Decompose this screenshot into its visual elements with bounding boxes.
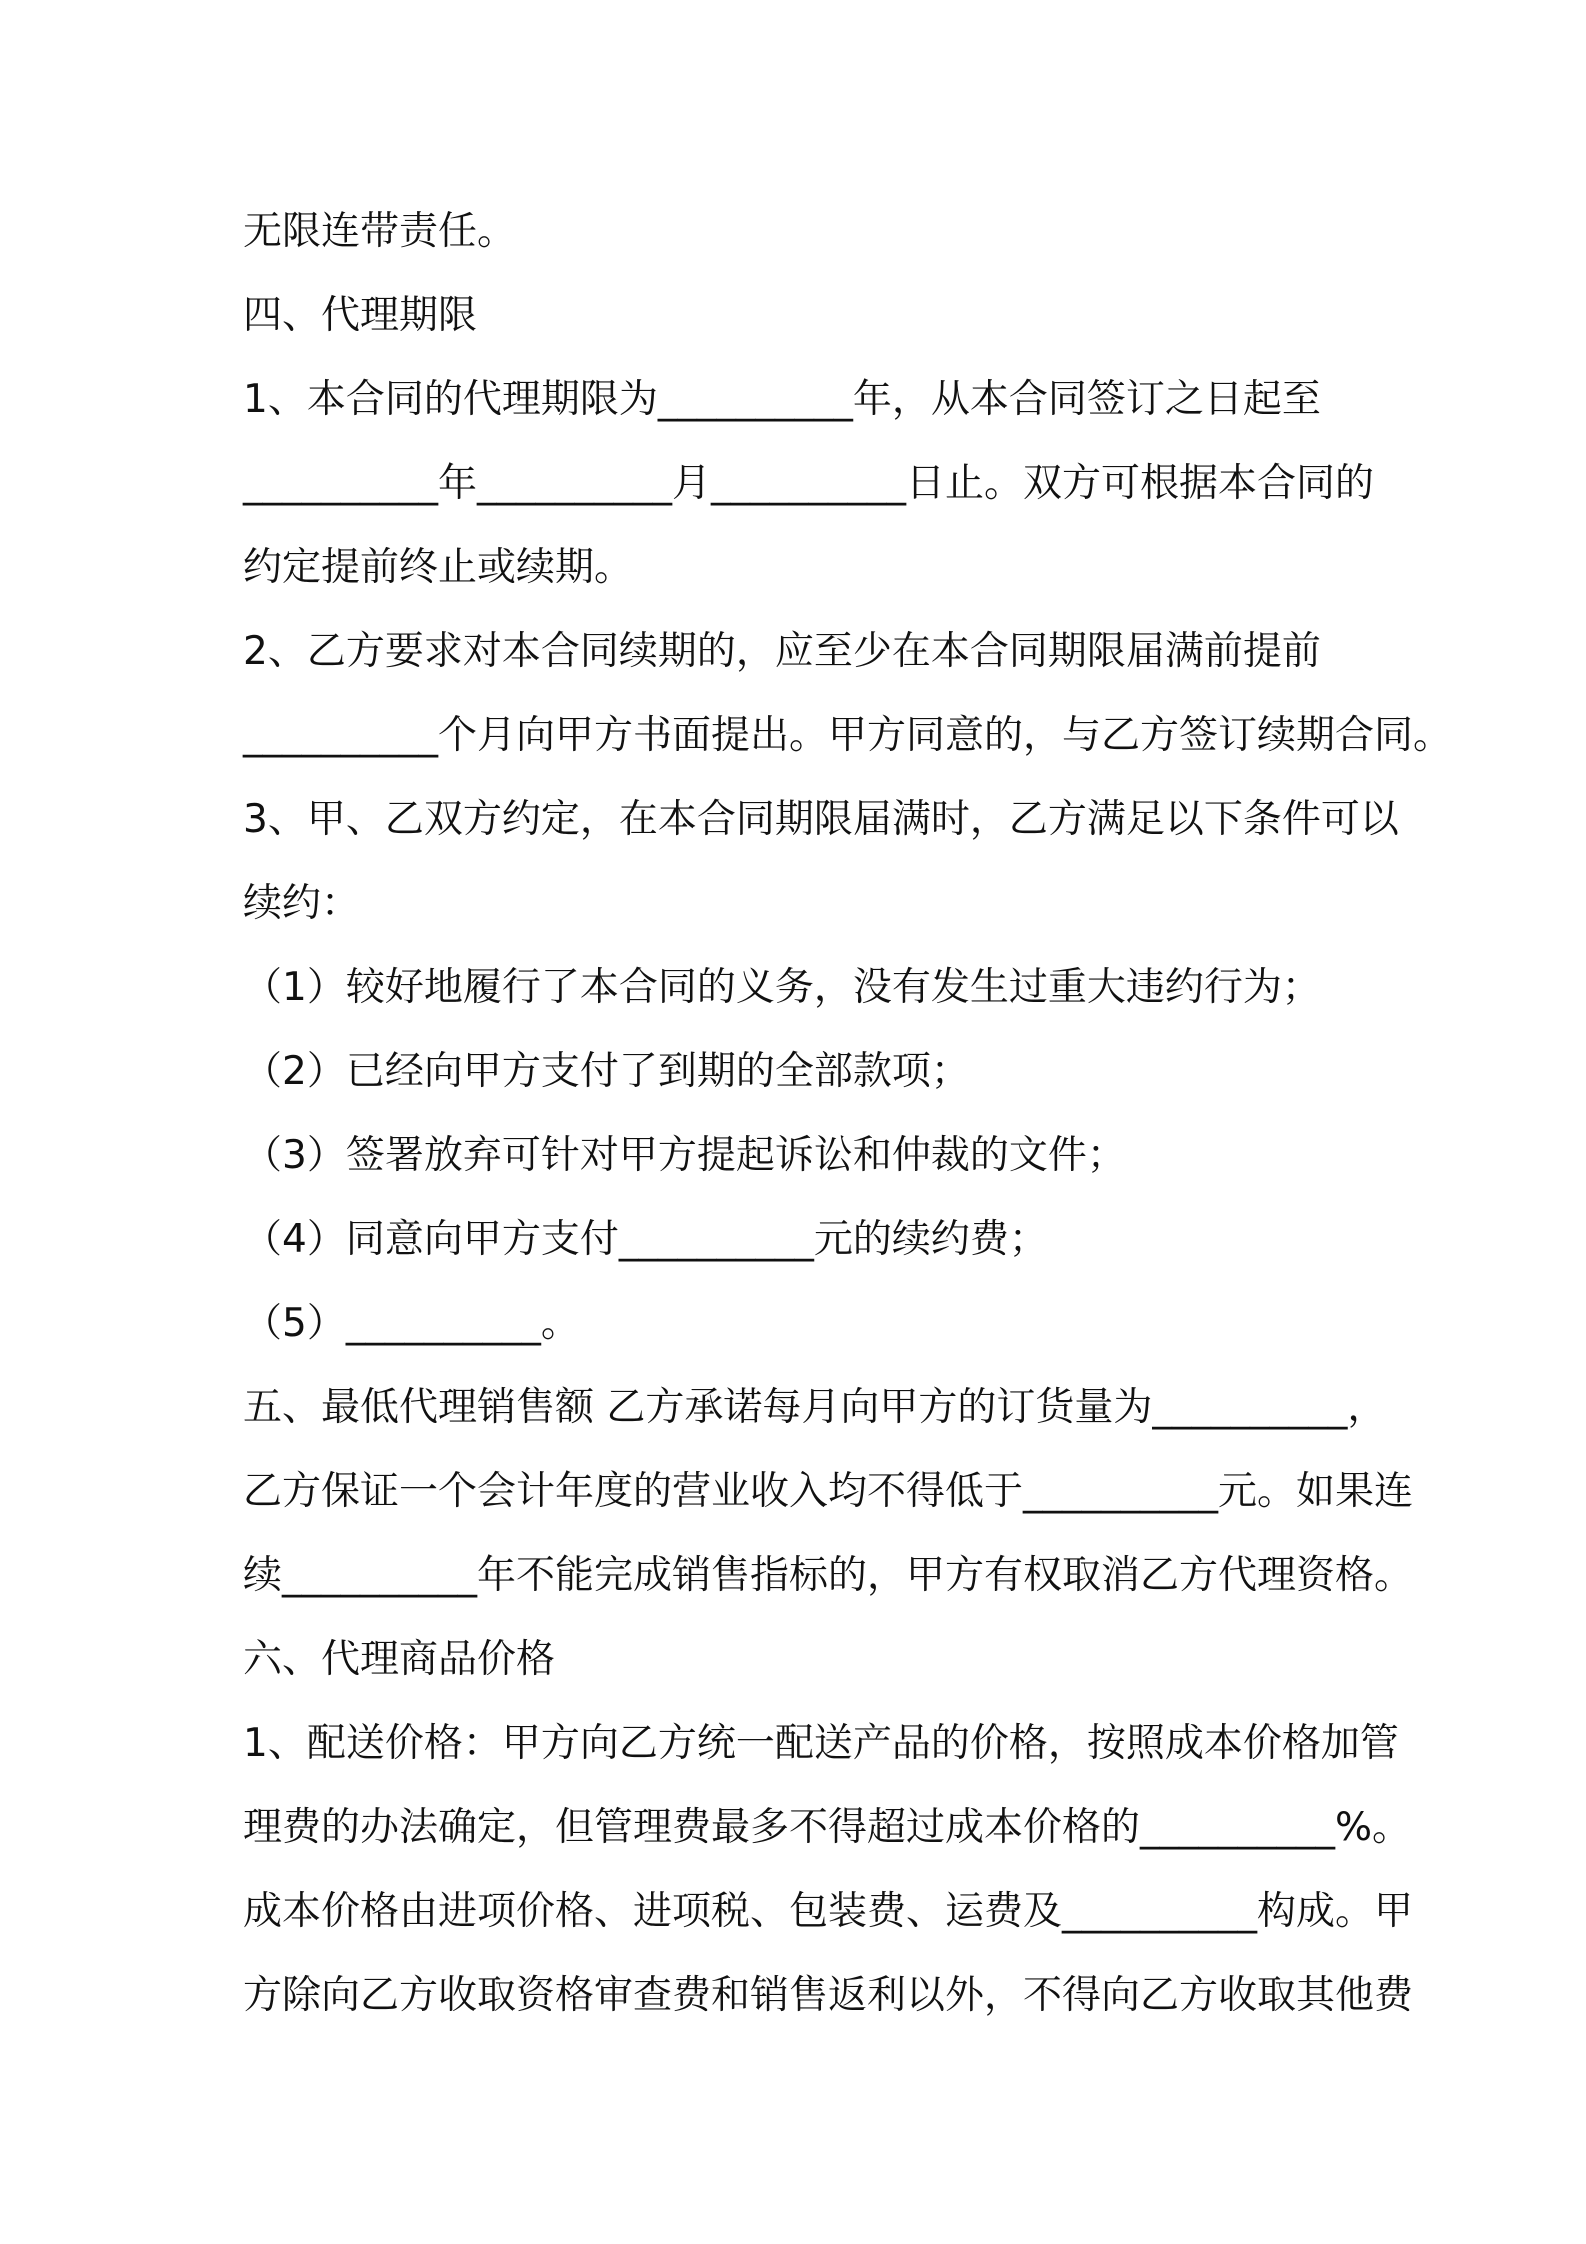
list-item: （4）同意向甲方支付__________元的续约费； xyxy=(243,1217,1048,1262)
paragraph-line: __________年__________月__________日止。双方可根据本合同的 xyxy=(243,461,1375,506)
paragraph-line: 无限连带责任。 xyxy=(243,209,517,254)
document-body xyxy=(243,190,1453,2038)
paragraph-line: 2、乙方要求对本合同续期的，应至少在本合同期限届满前提前 xyxy=(243,629,1321,674)
paragraph-line: 成本价格由进项价格、进项税、包装费、运费及__________构成。甲 xyxy=(243,1889,1414,1934)
paragraph-line: __________个月向甲方书面提出。甲方同意的，与乙方签订续期合同。 xyxy=(243,713,1453,758)
paragraph-line: 乙方保证一个会计年度的营业收入均不得低于__________元。如果连 xyxy=(243,1469,1414,1514)
paragraph-line: 五、最低代理销售额 乙方承诺每月向甲方的订货量为__________， xyxy=(243,1385,1387,1430)
section-heading: 六、代理商品价格 xyxy=(243,1637,556,1682)
list-item: （3）签署放弃可针对甲方提起诉讼和仲裁的文件； xyxy=(243,1133,1126,1178)
paragraph-line: 续__________年不能完成销售指标的，甲方有权取消乙方代理资格。 xyxy=(243,1553,1414,1598)
paragraph-line: 3、甲、乙双方约定，在本合同期限届满时，乙方满足以下条件可以 xyxy=(243,797,1399,842)
paragraph-line: 续约： xyxy=(243,881,361,926)
list-item: （2）已经向甲方支付了到期的全部款项； xyxy=(243,1049,970,1094)
list-item: （5）__________。 xyxy=(243,1301,580,1346)
paragraph-line: 理费的办法确定，但管理费最多不得超过成本价格的__________%。 xyxy=(243,1805,1412,1850)
paragraph-line: 方除向乙方收取资格审查费和销售返利以外，不得向乙方收取其他费 xyxy=(243,1973,1414,2018)
paragraph-line: 1、本合同的代理期限为__________年，从本合同签订之日起至 xyxy=(243,377,1321,422)
section-heading: 四、代理期限 xyxy=(243,293,478,338)
paragraph-line: 约定提前终止或续期。 xyxy=(243,545,634,590)
list-item: （1）较好地履行了本合同的义务，没有发生过重大违约行为； xyxy=(243,965,1321,1010)
paragraph-line: 1、配送价格：甲方向乙方统一配送产品的价格，按照成本价格加管 xyxy=(243,1721,1399,1766)
